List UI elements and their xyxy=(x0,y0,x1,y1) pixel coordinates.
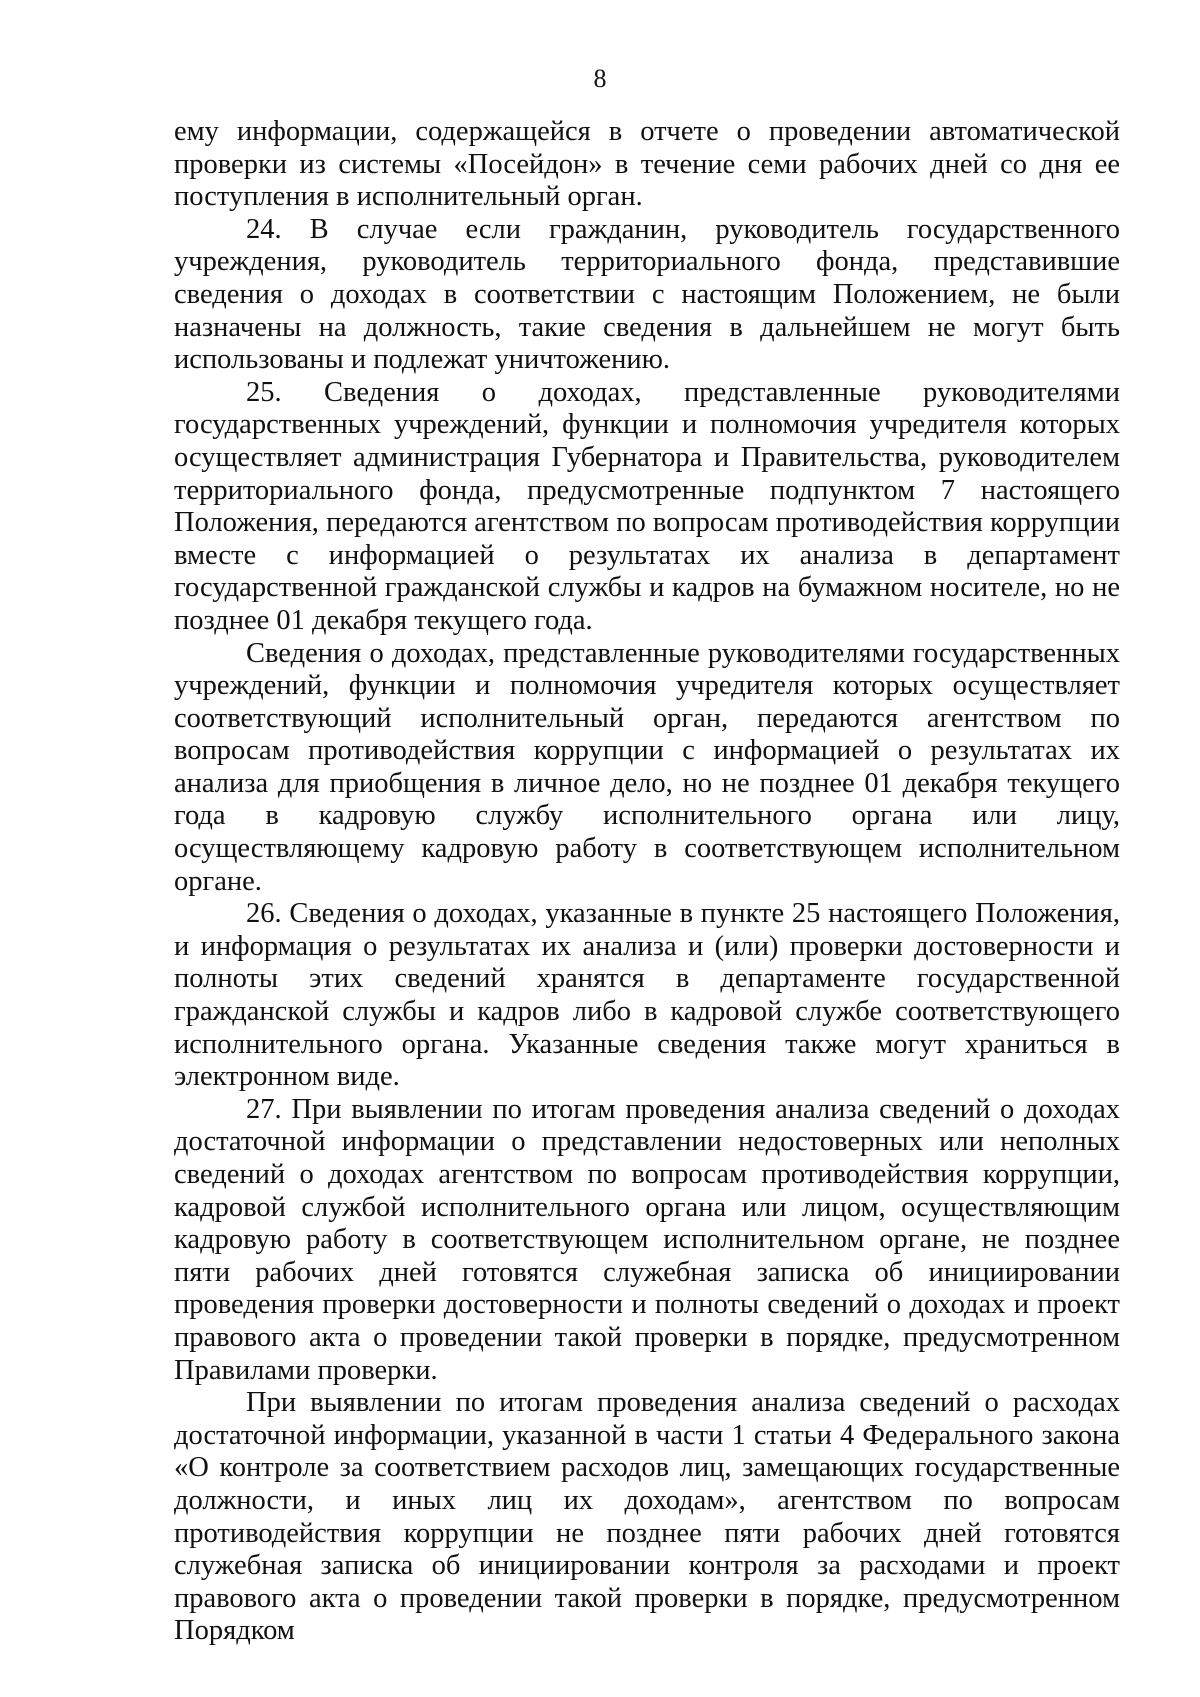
paragraph-item-27-part-2: При выявлении по итогам проведения анализа сведений о расходах достаточной информации, указанной в части 1 статьи 4 Федерального закона «О контроле за соответствием расходов лиц, замещающих государственные должности, и иных лиц их доходам», агентством по вопросам противодействия коррупции не позднее пяти рабочих дней готовятся служебная записка об инициировании контроля за расходами и проект правового акта о проведении такой проверки в порядке, предусмотренном Порядком xyxy=(174,1387,1120,1647)
paragraph-item-24: 24. В случае если гражданин, руководитель государственного учреждения, руководитель территориального фонда, представившие сведения о доходах в соответствии с настоящим Положением, не были назначены на должность, такие сведения в дальнейшем не могут быть использованы и подлежат уничтожению. xyxy=(174,213,1120,376)
document-body xyxy=(174,116,1120,1648)
paragraph-item-25: 25. Сведения о доходах, представленные руководителями государственных учреждений, функции и полномочия учредителя которых осуществляет администрация Губернатора и Правительства, руководителем территориального фонда, предусмотренные подпунктом 7 настоящего Положения, передаются агентством по вопросам противодействия коррупции вместе с информацией о результатах их анализа в департамент государственной гражданской службы и кадров на бумажном носителе, но не позднее 01 декабря текущего года. xyxy=(174,376,1120,636)
paragraph-item-27: 27. При выявлении по итогам проведения анализа сведений о доходах достаточной информации о представлении недостоверных или неполных сведений о доходах агентством по вопросам противодействия коррупции, кадровой службой исполнительного органа или лицом, осуществляющим кадровую работу в соответствующем исполнительном органе, не позднее пяти рабочих дней готовятся служебная записка об инициировании проведения проверки достоверности и полноты сведений о доходах и проект правового акта о проведении такой проверки в порядке, предусмотренном Правилами проверки. xyxy=(174,1093,1120,1386)
paragraph-item-25-part-2: Сведения о доходах, представленные руководителями государственных учреждений, функции и полномочия учредителя которых осуществляет соответствующий исполнительный орган, передаются агентством по вопросам противодействия коррупции с информацией о результатах их анализа для приобщения в личное дело, но не позднее 01 декабря текущего года в кадровую службу исполнительного органа или лицу, осуществляющему кадровую работу в соответствующем исполнительном органе. xyxy=(174,637,1120,897)
paragraph-item-26: 26. Сведения о доходах, указанные в пункте 25 настоящего Положения, и информация о результатах их анализа и (или) проверки достоверности и полноты этих сведений хранятся в департаменте государственной гражданской службы и кадров либо в кадровой службе соответствующего исполнительного органа. Указанные сведения также могут храниться в электронном виде. xyxy=(174,898,1120,1093)
page-number: 8 xyxy=(593,64,607,93)
paragraph-continuation: ему информации, содержащейся в отчете о проведении автоматической проверки из системы «Посейдон» в течение семи рабочих дней со дня ее поступления в исполнительный орган. xyxy=(174,116,1120,213)
